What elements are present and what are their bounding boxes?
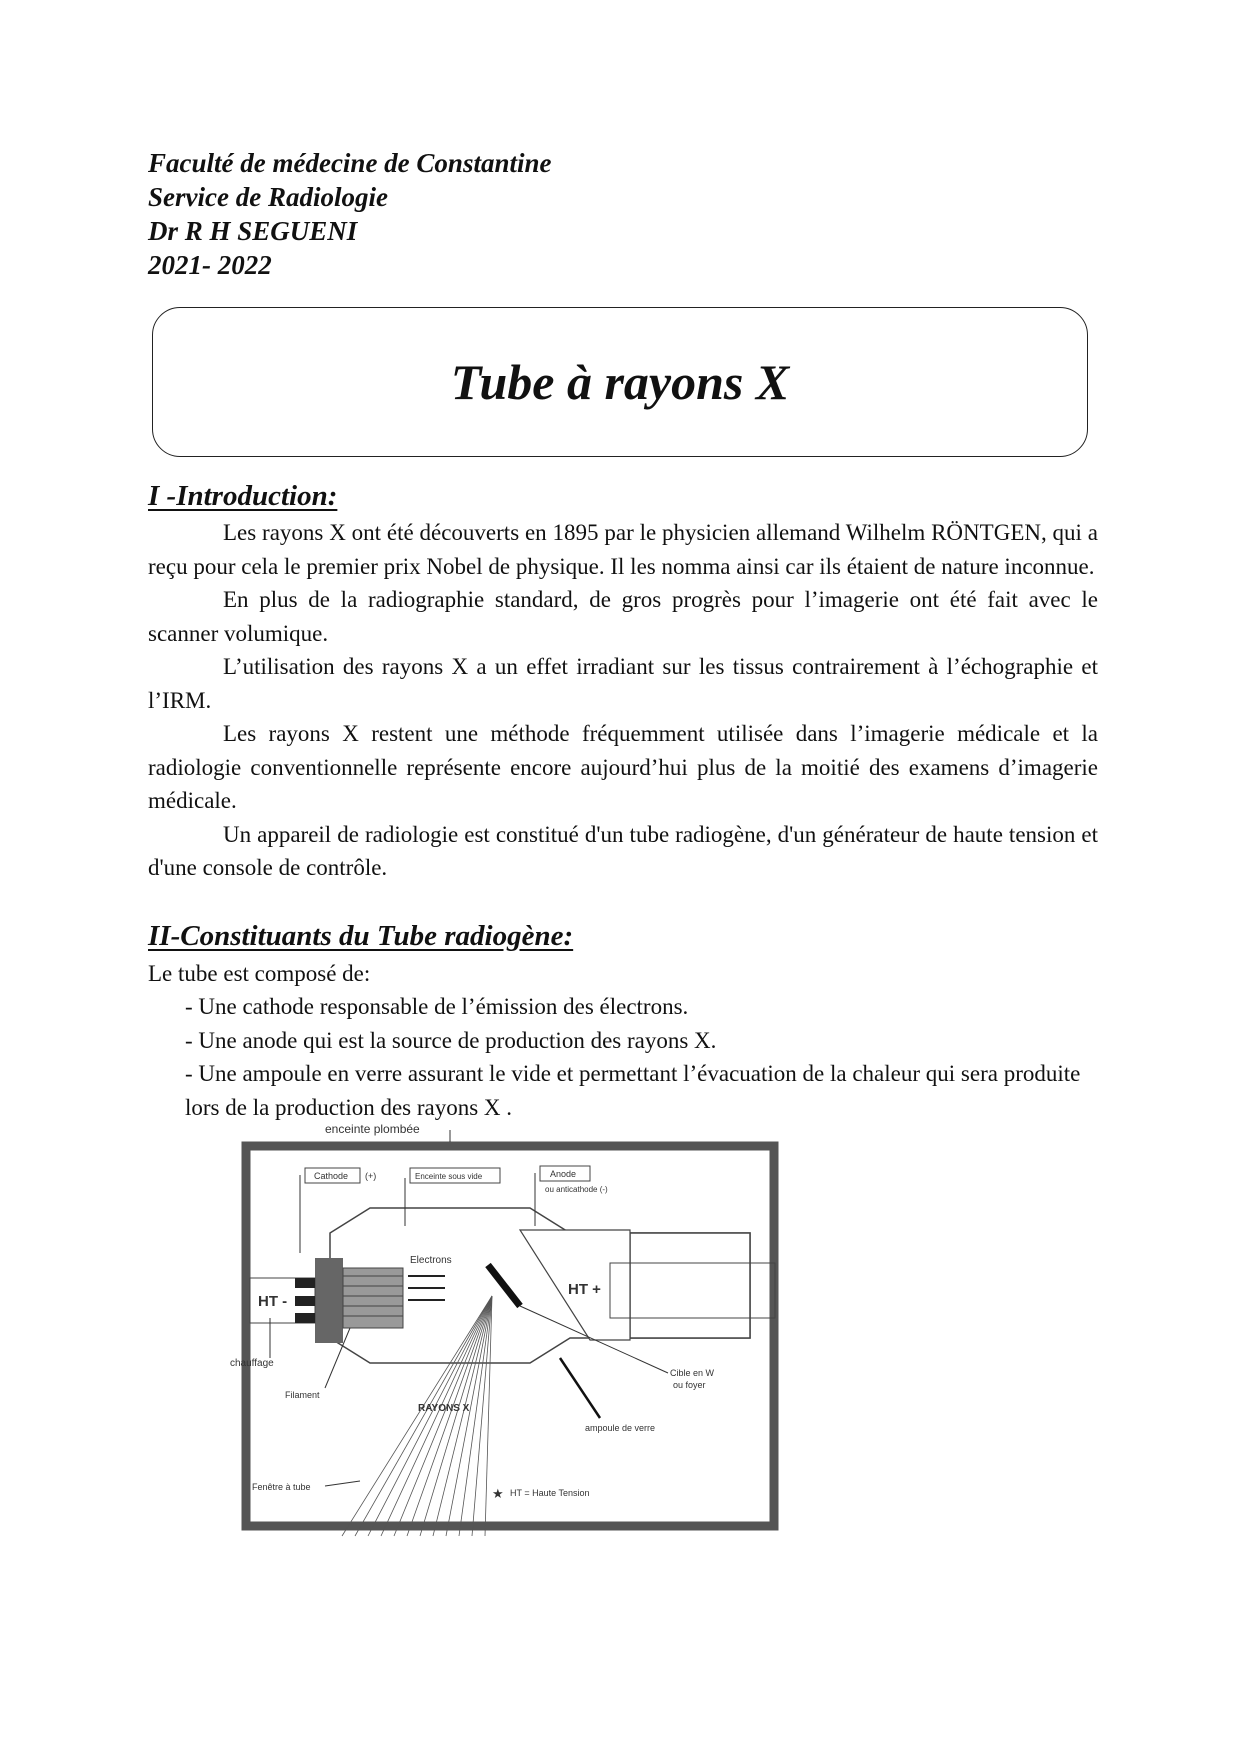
chauffage-label: chauffage [230, 1358, 274, 1369]
fenetre-label: Fenêtre à tube [252, 1482, 311, 1492]
service-line: Service de Radiologie [148, 182, 388, 212]
ht-legend: HT = Haute Tension [510, 1488, 590, 1498]
anticathode-label: ou anticathode (-) [545, 1185, 608, 1194]
cible-label-1: Cible en W [670, 1368, 715, 1378]
electrons-label: Electrons [410, 1255, 452, 1266]
cathode-block [315, 1258, 343, 1343]
page-title: Tube à rayons X [450, 354, 790, 410]
xray-tube-diagram [230, 1118, 790, 1538]
vacuum-label: Enceinte sous vide [415, 1172, 483, 1181]
anode-label: Anode [550, 1169, 577, 1179]
author-line: Dr R H SEGUENI [148, 216, 358, 246]
star-icon: ★ [492, 1486, 504, 1501]
paragraph: L’utilisation des rayons X a un effet irradiant sur les tissus contrairement à l’échographie et l’IRM. [148, 654, 1098, 713]
ampoule-pointer [560, 1358, 600, 1418]
anode-cylinder [630, 1233, 750, 1338]
ht-minus-label: HT - [258, 1293, 288, 1310]
paragraph: Un appareil de radiologie est constitué d'un tube radiogène, d'un générateur de haute tension et d'une console de contrôle. [148, 821, 1098, 880]
list-item: - Une anode qui est la source de production des rayons X. [185, 1027, 717, 1053]
xray-fan [342, 1296, 492, 1536]
section-heading-constituants: II-Constituants du Tube radiogène: [148, 920, 574, 952]
filament-holder [343, 1268, 403, 1328]
section-heading-introduction: I -Introduction: [148, 480, 338, 512]
fenetre-pointer [325, 1481, 360, 1486]
ht-plus-label: HT + [568, 1281, 601, 1298]
list-item: - Une cathode responsable de l’émission des électrons. [185, 994, 689, 1019]
year-line: 2021- 2022 [148, 250, 272, 280]
filament-label: Filament [285, 1390, 320, 1400]
ampoule-label: ampoule de verre [585, 1423, 656, 1433]
enceinte-label: enceinte plombée [325, 1122, 420, 1136]
component-list [185, 990, 1100, 1124]
paragraph: En plus de la radiographie standard, de gros progrès pour l’imagerie ont été fait avec le scanner volumique. [148, 587, 1098, 646]
paragraph: Les rayons X restent une méthode fréquemment utilisée dans l’imagerie médicale et la radiologie conventionnelle représente encore aujourd’hui plus de la moitié des examens d’imagerie médicale. [148, 721, 1098, 813]
list-intro: Le tube est composé de: [148, 961, 371, 986]
faculty-line: Faculté de médecine de Constantine [148, 148, 552, 178]
tungsten-target [488, 1265, 520, 1306]
cathode-sign-label: (+) [365, 1171, 377, 1181]
paragraph: Les rayons X ont été découverts en 1895 par le physicien allemand Wilhelm RÖNTGEN, qui a reçu pour cela le premier prix Nobel de physique. Il les nomma ainsi car ils étaient de nature inconnue. [148, 520, 1098, 579]
document-header [148, 146, 551, 282]
cible-label-2: ou foyer [673, 1380, 706, 1390]
introduction-body [148, 516, 1098, 885]
title-box [152, 307, 1088, 457]
list-item: - Une ampoule en verre assurant le vide et permettant l’évacuation de la chaleur qui sera produite lors de la production des rayons X . [185, 1061, 1081, 1120]
rayons-label: RAYONS X [418, 1403, 470, 1414]
cathode-label: Cathode [314, 1171, 349, 1181]
